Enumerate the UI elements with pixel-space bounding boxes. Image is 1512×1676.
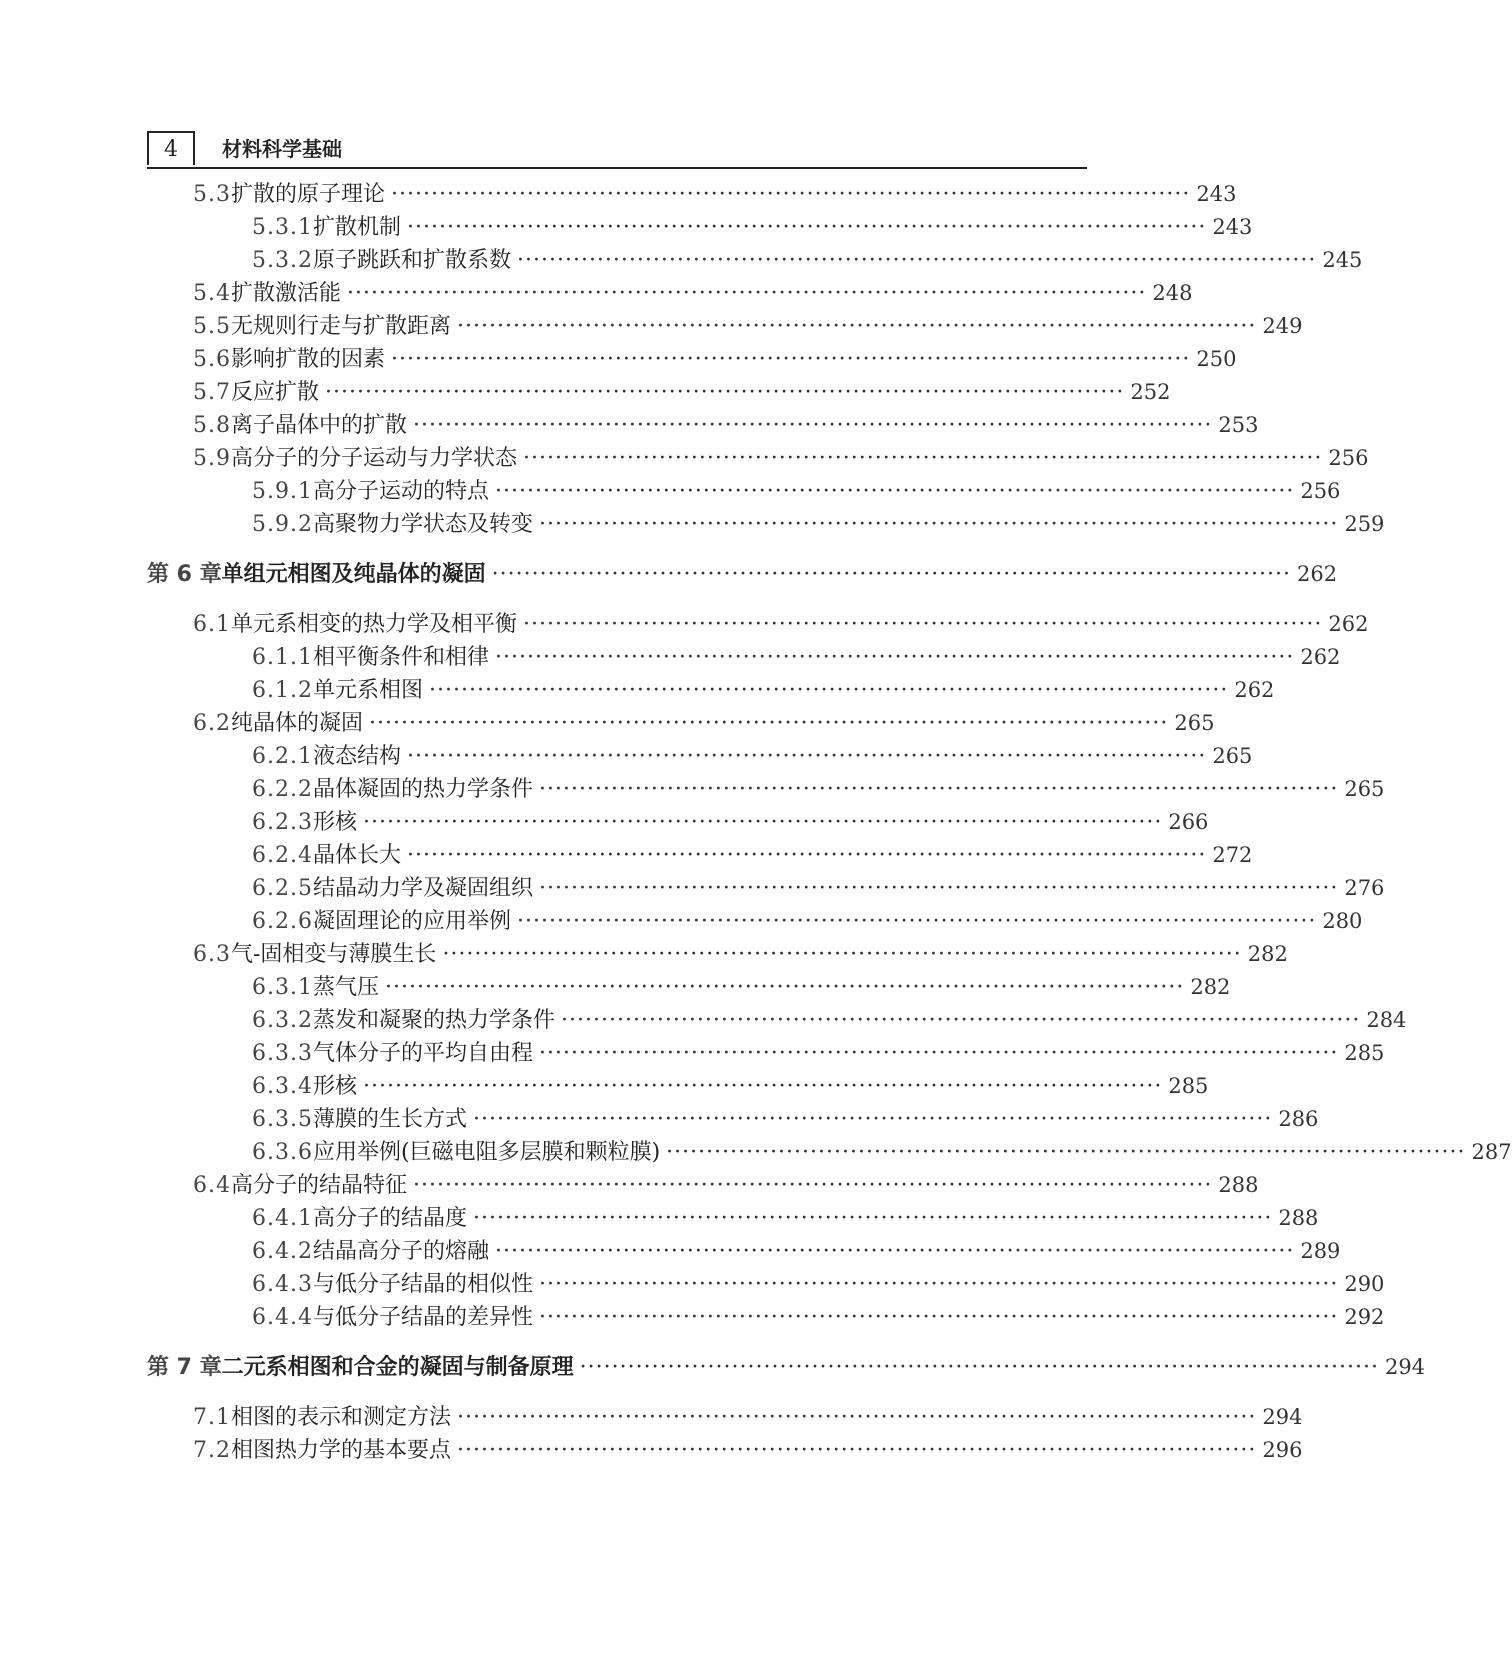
toc-entry-number: 5.5 [193,314,231,339]
toc-entry[interactable] [252,1136,1512,1168]
toc-entry[interactable] [252,1037,1385,1069]
toc-entry-number: 6.3.2 [252,1008,313,1033]
toc-entry-title: 晶体长大 [312,843,401,868]
toc-entry-page: 285 [1168,1074,1209,1098]
toc-entry-page: 282 [1247,942,1288,966]
toc-entry-page: 248 [1152,281,1193,305]
dot-leader: ···································································································· [495,479,1295,504]
toc-entry-page: 249 [1262,314,1303,338]
dot-leader: ···································································································· [495,1239,1295,1264]
toc-entry-title: 高分子运动的特点 [312,479,489,504]
toc-entry-number: 第 7 章 [147,1355,222,1380]
toc-entry-number: 5.9 [193,446,231,471]
toc-entry-number: 6.2.1 [252,744,313,769]
dot-leader: ···································································································· [457,1405,1257,1430]
toc-entry-number: 6.4.1 [252,1206,313,1231]
toc-entry[interactable] [193,938,1288,970]
dot-leader: ···································································································· [325,380,1125,405]
toc-entry-title: 形核 [312,1074,357,1099]
dot-leader: ···································································································· [369,711,1169,736]
toc-entry-page: 296 [1262,1438,1303,1462]
toc-entry-page: 284 [1366,1008,1407,1032]
dot-leader: ···································································································· [539,1305,1339,1330]
toc-entry-title: 扩散激活能 [231,281,342,306]
toc-entry-title: 凝固理论的应用举例 [312,909,511,934]
dot-leader: ···································································································· [442,942,1242,967]
toc-entry-number: 6.1.1 [252,645,313,670]
dot-leader: ···································································································· [407,744,1207,769]
toc-entry-number: 6.2 [193,711,231,736]
toc-entry-title: 相图的表示和测定方法 [231,1405,452,1430]
toc-entry-number: 6.2.4 [252,843,313,868]
toc-entry[interactable] [252,1235,1341,1267]
toc-entry-page: 262 [1328,612,1369,636]
toc-entry-page: 265 [1212,744,1253,768]
toc-entry-title: 影响扩散的因素 [231,347,386,372]
toc-entry-number: 6.3 [193,942,231,967]
toc-entry-page: 280 [1322,909,1363,933]
toc-entry-title: 无规则行走与扩散距离 [231,314,452,339]
toc-entry[interactable] [193,376,1171,408]
toc-entry[interactable] [193,343,1237,375]
toc-entry-page: 286 [1278,1107,1319,1131]
dot-leader: ···································································································· [539,777,1339,802]
toc-entry-number: 6.3.6 [252,1140,313,1165]
book-title: 材料科学基础 [222,137,342,161]
dot-leader: ···································································································· [495,645,1295,670]
toc-entry[interactable] [252,674,1275,706]
toc-entry-page: 243 [1212,215,1253,239]
dot-leader: ···································································································· [457,314,1257,339]
toc-entry-page: 287 [1471,1140,1512,1164]
toc-entry-page: 253 [1218,413,1259,437]
dot-leader: ···································································································· [473,1107,1273,1132]
toc-entry-page: 289 [1300,1239,1341,1263]
toc-entry-number: 5.4 [193,281,231,306]
toc-entry-page: 292 [1344,1305,1385,1329]
toc-entry-title: 晶体凝固的热力学条件 [312,777,533,802]
toc-entry-number: 5.6 [193,347,231,372]
toc-entry-number: 6.2.2 [252,777,313,802]
toc-entry-page: 262 [1296,562,1338,586]
toc-entry-number: 5.7 [193,380,231,405]
toc-entry-title: 气-固相变与薄膜生长 [231,942,437,967]
toc-entry[interactable] [252,1202,1319,1234]
toc-entry-page: 256 [1328,446,1369,470]
dot-leader: ···································································································· [666,1140,1466,1165]
dot-leader: ···································································································· [539,512,1339,537]
dot-leader: ···································································································· [517,248,1317,273]
toc-entry[interactable] [252,508,1385,540]
toc-entry-number: 6.2.5 [252,876,313,901]
toc-entry-number: 6.4.4 [252,1305,313,1330]
dot-leader: ···································································································· [561,1008,1361,1033]
toc-entry-title: 二元系相图和合金的凝固与制备原理 [221,1355,574,1380]
toc-entry-page: 272 [1212,843,1253,867]
toc-entry-number: 5.3 [193,182,231,207]
toc-entry-number: 6.4.3 [252,1272,313,1297]
toc-entry-number: 7.1 [193,1405,231,1430]
toc-entry-number: 6.2.6 [252,909,313,934]
toc-entry-title: 高分子的结晶度 [312,1206,467,1231]
toc-entry[interactable] [252,1103,1319,1135]
dot-leader: ···································································································· [539,1272,1339,1297]
toc-entry-title: 薄膜的生长方式 [312,1107,467,1132]
toc-entry-number: 5.9.1 [252,479,313,504]
dot-leader: ···································································································· [407,843,1207,868]
toc-entry-page: 285 [1344,1041,1385,1065]
toc-entry-number: 6.1.2 [252,678,313,703]
toc-entry-number: 6.3.4 [252,1074,313,1099]
toc-entry-page: 276 [1344,876,1385,900]
toc-entry-page: 294 [1262,1405,1303,1429]
page-number: 4 [147,131,195,165]
dot-leader: ···································································································· [363,1074,1163,1099]
toc-entry[interactable] [252,905,1363,937]
toc-entry-number: 6.2.3 [252,810,313,835]
dot-leader: ···································································································· [491,562,1291,587]
toc-entry[interactable] [252,806,1209,838]
toc-entry-title: 原子跳跃和扩散系数 [312,248,511,273]
toc-entry-title: 单组元相图及纯晶体的凝固 [221,562,486,587]
toc-entry-number: 7.2 [193,1438,231,1463]
toc-entry-title: 离子晶体中的扩散 [231,413,408,438]
toc-entry[interactable] [193,442,1369,474]
dot-leader: ···································································································· [391,347,1191,372]
toc-entry[interactable] [252,773,1385,805]
toc-entry[interactable] [252,475,1341,507]
toc-entry[interactable] [193,277,1193,309]
toc-entry[interactable] [193,409,1259,441]
toc-entry-title: 与低分子结晶的差异性 [312,1305,533,1330]
dot-leader: ···································································································· [347,281,1147,306]
toc-entry[interactable] [252,1301,1385,1333]
dot-leader: ···································································································· [579,1355,1379,1380]
toc-entry[interactable] [193,310,1303,342]
toc-entry-number: 6.4.2 [252,1239,313,1264]
toc-entry-title: 扩散机制 [312,215,401,240]
toc-entry[interactable] [252,1004,1407,1036]
toc-entry[interactable] [252,839,1253,871]
toc-entry-title: 纯晶体的凝固 [231,711,364,736]
dot-leader: ···································································································· [523,612,1323,637]
toc-entry[interactable] [252,1268,1385,1300]
dot-leader: ···································································································· [539,1041,1339,1066]
toc-entry-title: 单元系相图 [312,678,423,703]
toc-entry-title: 单元系相变的热力学及相平衡 [231,612,518,637]
toc-entry-page: 245 [1322,248,1363,272]
toc-entry-title: 相图热力学的基本要点 [231,1438,452,1463]
dot-leader: ···································································································· [429,678,1229,703]
toc-entry-page: 266 [1168,810,1209,834]
toc-entry[interactable] [193,707,1215,739]
toc-entry-page: 243 [1196,182,1237,206]
dot-leader: ···································································································· [413,1173,1213,1198]
toc-entry[interactable] [252,1070,1209,1102]
toc-entry-title: 相平衡条件和相律 [312,645,489,670]
toc-entry[interactable] [193,1434,1303,1466]
toc-entry-page: 288 [1218,1173,1259,1197]
toc-entry-number: 5.9.2 [252,512,313,537]
toc-entry-title: 液态结构 [312,744,401,769]
toc-entry-page: 259 [1344,512,1385,536]
toc-entry-title: 结晶高分子的熔融 [312,1239,489,1264]
toc-entry-page: 290 [1344,1272,1385,1296]
toc-entry-number: 6.3.3 [252,1041,313,1066]
toc-entry-page: 252 [1130,380,1171,404]
toc-entry-number: 5.8 [193,413,231,438]
toc-entry[interactable] [193,608,1369,640]
toc-entry-title: 气体分子的平均自由程 [312,1041,533,1066]
toc-entry-title: 高分子的分子运动与力学状态 [231,446,518,471]
toc-entry-title: 形核 [312,810,357,835]
toc-entry-title: 结晶动力学及凝固组织 [312,876,533,901]
dot-leader: ···································································································· [473,1206,1273,1231]
toc-entry-page: 250 [1196,347,1237,371]
dot-leader: ···································································································· [539,876,1339,901]
dot-leader: ···································································································· [523,446,1323,471]
toc-entry-page: 262 [1300,645,1341,669]
toc-entry-number: 5.3.1 [252,215,313,240]
toc-entry[interactable] [252,641,1341,673]
toc-entry-page: 265 [1344,777,1385,801]
toc-entry[interactable] [252,740,1253,772]
toc-chapter-entry[interactable] [147,558,1338,590]
dot-leader: ···································································································· [457,1438,1257,1463]
toc-entry-page: 256 [1300,479,1341,503]
toc-entry-title: 与低分子结晶的相似性 [312,1272,533,1297]
toc-entry-page: 262 [1234,678,1275,702]
dot-leader: ···································································································· [517,909,1317,934]
toc-entry[interactable] [252,872,1385,904]
toc-entry-title: 应用举例(巨磁电阻多层膜和颗粒膜) [312,1140,661,1165]
toc-entry-page: 294 [1384,1355,1426,1379]
toc-entry-number: 第 6 章 [147,562,222,587]
toc-chapter-entry[interactable] [147,1351,1426,1383]
toc-entry[interactable] [252,211,1253,243]
toc-entry-number: 6.3.1 [252,975,313,1000]
dot-leader: ···································································································· [385,975,1185,1000]
toc-entry[interactable] [252,971,1231,1003]
toc-entry-title: 蒸发和凝聚的热力学条件 [312,1008,555,1033]
toc-entry[interactable] [193,1169,1259,1201]
toc-entry[interactable] [193,178,1237,210]
toc-entry[interactable] [193,1401,1303,1433]
toc-entry-number: 6.1 [193,612,231,637]
toc-entry-number: 6.4 [193,1173,231,1198]
toc-entry[interactable] [252,244,1363,276]
dot-leader: ···································································································· [413,413,1213,438]
toc-entry-number: 5.3.2 [252,248,313,273]
dot-leader: ···································································································· [391,182,1191,207]
toc-entry-title: 高聚物力学状态及转变 [312,512,533,537]
toc-entry-page: 282 [1190,975,1231,999]
toc-entry-number: 6.3.5 [252,1107,313,1132]
dot-leader: ···································································································· [363,810,1163,835]
toc-entry-title: 扩散的原子理论 [231,182,386,207]
toc-entry-title: 高分子的结晶特征 [231,1173,408,1198]
toc-entry-title: 反应扩散 [231,380,320,405]
toc-entry-page: 288 [1278,1206,1319,1230]
toc-entry-page: 265 [1174,711,1215,735]
dot-leader: ···································································································· [407,215,1207,240]
toc-entry-title: 蒸气压 [312,975,379,1000]
